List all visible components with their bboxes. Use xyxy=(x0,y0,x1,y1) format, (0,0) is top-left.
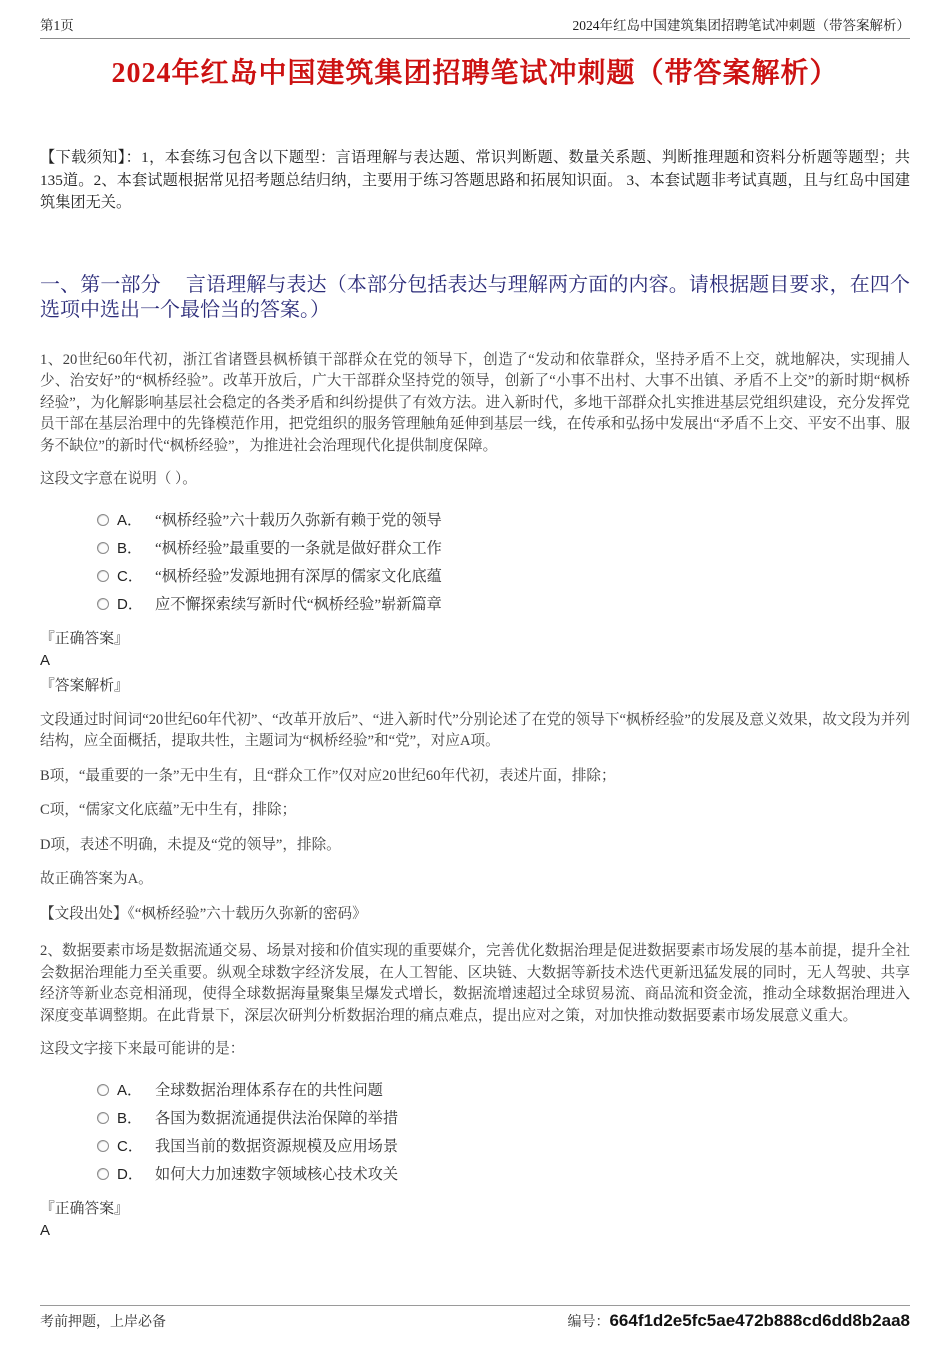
q2-option-c-radio[interactable] xyxy=(97,1140,109,1152)
q2-option-a-radio[interactable] xyxy=(97,1084,109,1096)
q1-analysis-paragraph: 文段通过时间词“20世纪60年代初”、“改革开放后”、“进入新时代”分别论述了在党的领导下“枫桥经验”的发展及意义效果，故文段为并列结构，应全面概括，提取共性，主题词为“枫桥经验”和“党”，对应A项。 xyxy=(40,711,910,750)
header-doc-title: 2024年红岛中国建筑集团招聘笔试冲刺题（带答案解析） xyxy=(572,18,910,33)
option-text: “枫桥经验”六十载历久弥新有赖于党的领导 xyxy=(155,512,442,530)
q1-option-c-radio[interactable] xyxy=(97,570,109,582)
header-page-number: 第1页 xyxy=(40,18,74,33)
footer-serial xyxy=(567,1311,910,1331)
page-header xyxy=(40,0,910,39)
page-title: 2024年红岛中国建筑集团招聘笔试冲刺题（带答案解析） xyxy=(111,58,839,89)
option-letter: B． xyxy=(117,540,143,558)
q2-option-d-radio[interactable] xyxy=(97,1168,109,1180)
question-1-option-b xyxy=(97,534,910,562)
download-notice: 【下载须知】：1，本套练习包含以下题型：言语理解与表达题、常识判断题、数量关系题、判断推理题和资料分析题等题型；共135道。2、本套试题根据常见招考题总结归纳，主要用于练习答题思路和拓展知识面。 3、本套试题非考试真题，且与红岛中国建筑集团无关。 xyxy=(40,149,910,212)
option-letter: C． xyxy=(117,568,143,586)
page-footer xyxy=(40,1305,910,1331)
question-1-option-a xyxy=(97,506,910,534)
question-2-prompt: 这段文字接下来最可能讲的是： xyxy=(40,1041,245,1058)
option-text: “枫桥经验”发源地拥有深厚的儒家文化底蕴 xyxy=(155,568,442,586)
question-2-stem: 2、数据要素市场是数据流通交易、场景对接和价值实现的重要媒介，完善优化数据治理是促进数据要素市场发展的基本前提，提升全社会数据治理能力至关重要。纵观全球数字经济发展，在人工智能、区块链、大数据等新技术迭代更新迅猛发展的同时，无人驾驶、共享经济等新业态竞相涌现，使得全球数据海量聚集呈爆发式增长，数据流增速超过全球贸易流、商品流和资金流，推动全球数据治理进入深度变革调整期。在此背景下，深层次研判分析数据治理的痛点难点，提出应对之策，对加快推动数据要素市场发展意义重大。 xyxy=(40,943,910,1024)
option-letter: C． xyxy=(117,1138,143,1156)
question-1-options xyxy=(40,506,910,618)
section-heading: 一、第一部分 言语理解与表达（本部分包括表达与理解两方面的内容。请根据题目要求，在四个选项中选出一个最恰当的答案。） xyxy=(40,273,910,322)
footer-serial-label: 编号： xyxy=(567,1315,610,1330)
option-text: “枫桥经验”最重要的一条就是做好群众工作 xyxy=(155,540,442,558)
option-text: 如何大力加速数字领域核心技术攻关 xyxy=(155,1166,398,1184)
question-1-prompt: 这段文字意在说明（ ）。 xyxy=(40,471,197,488)
question-2-option-d xyxy=(97,1160,910,1188)
q1-option-d-radio[interactable] xyxy=(97,598,109,610)
q1-option-a-radio[interactable] xyxy=(97,514,109,526)
footer-slogan: 考前押题，上岸必备 xyxy=(40,1315,166,1330)
q2-option-b-radio[interactable] xyxy=(97,1112,109,1124)
q1-analysis-conclusion: 故正确答案为A。 xyxy=(40,871,153,888)
option-text: 各国为数据流通提供法治保障的举措 xyxy=(155,1110,398,1128)
question-2-options xyxy=(40,1076,910,1188)
option-letter: B． xyxy=(117,1110,143,1128)
question-1-stem: 1、20世纪60年代初，浙江省诸暨县枫桥镇干部群众在党的领导下，创造了“发动和依靠群众，坚持矛盾不上交，就地解决，实现捕人少、治安好”的“枫桥经验”。改革开放后，广大干部群众坚持党的领导，创新了“小事不出村、大事不出镇、矛盾不上交”的新时期“枫桥经验”，为化解影响基层社会稳定的各类矛盾和纠纷提供了有效方法。进入新时代，多地干部群众扎实推进基层党组织建设，充分发挥党员干部在基层治理中的先锋模范作用，把党组织的服务管理触角延伸到基层一线，在传承和弘扬中发展出“矛盾不上交、平安不出事、服务不缺位”的新时代“枫桥经验”，为推进社会治理现代化提供制度保障。 xyxy=(40,351,910,454)
option-letter: A． xyxy=(117,512,143,530)
q1-correct-answer-value: A xyxy=(40,651,51,669)
q1-source: 【文段出处】《“枫桥经验”六十载历久弥新的密码》 xyxy=(40,905,367,922)
q2-correct-answer-label: 『正确答案』 xyxy=(40,1200,129,1217)
option-text: 我国当前的数据资源规模及应用场景 xyxy=(155,1138,398,1156)
q1-analysis-paragraph: B项，“最重要的一条”无中生有，且“群众工作”仅对应20世纪60年代初，表述片面，排除； xyxy=(40,767,616,784)
option-letter: D． xyxy=(117,596,143,614)
q2-correct-answer-value: A xyxy=(40,1221,51,1239)
option-text: 全球数据治理体系存在的共性问题 xyxy=(155,1082,383,1100)
option-text: 应不懈探索续写新时代“枫桥经验”崭新篇章 xyxy=(155,596,442,614)
option-letter: A． xyxy=(117,1082,143,1100)
question-2-option-c xyxy=(97,1132,910,1160)
q1-correct-answer-label: 『正确答案』 xyxy=(40,630,129,647)
question-1-option-d xyxy=(97,590,910,618)
question-1-option-c xyxy=(97,562,910,590)
q1-analysis-paragraph: D项，表述不明确，未提及“党的领导”，排除。 xyxy=(40,836,341,853)
q1-option-b-radio[interactable] xyxy=(97,542,109,554)
question-2-option-a xyxy=(97,1076,910,1104)
question-2-option-b xyxy=(97,1104,910,1132)
q1-analysis-paragraph: C项，“儒家文化底蕴”无中生有，排除； xyxy=(40,802,297,819)
option-letter: D． xyxy=(117,1166,143,1184)
footer-serial-code: 664f1d2e5fc5ae472b888cd6dd8b2aa8 xyxy=(609,1311,910,1330)
q1-analysis-label: 『答案解析』 xyxy=(40,677,129,694)
